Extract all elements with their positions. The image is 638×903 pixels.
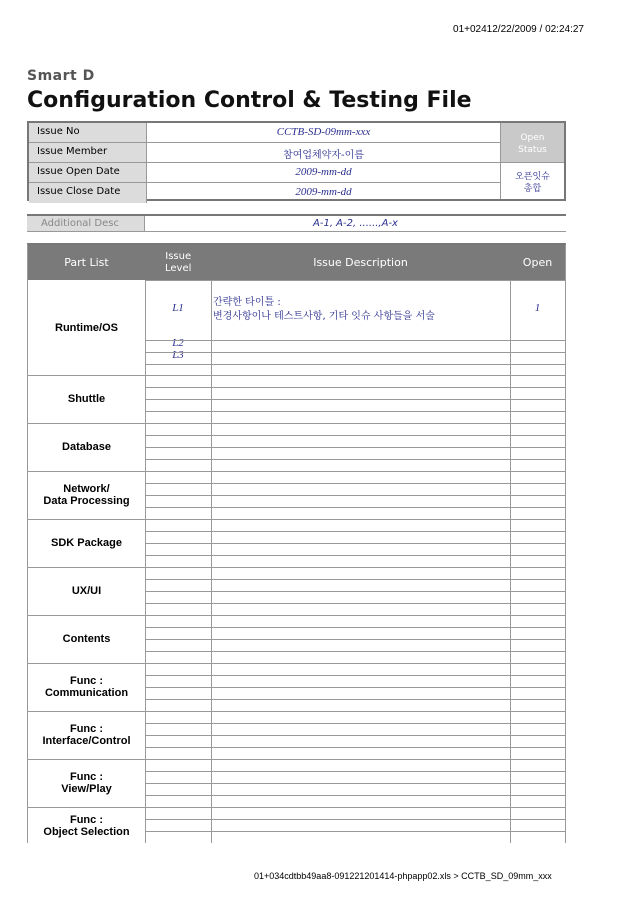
status-label: Status — [518, 145, 547, 155]
part-list-item — [28, 375, 145, 423]
row-divider — [145, 735, 565, 736]
row-divider — [145, 352, 565, 353]
part-list-item — [28, 615, 145, 663]
open-count-cell[interactable]: 1 — [534, 302, 541, 314]
row-divider — [145, 747, 565, 748]
level-header-text: Level — [165, 262, 192, 274]
issue-member-value[interactable]: 참여업체약자-이름 — [283, 150, 364, 161]
issue-header-text: Issue — [165, 250, 192, 262]
part-list-item — [28, 567, 145, 615]
row-divider — [145, 531, 565, 532]
issue-description-header: Issue Description — [313, 256, 408, 269]
row-divider — [145, 411, 565, 412]
part-list-item — [28, 471, 145, 519]
open-status-label: Open — [520, 133, 545, 143]
row-divider — [145, 711, 565, 712]
total-label: 총합 — [523, 184, 542, 194]
part-list-item — [28, 519, 145, 567]
part-list-item — [28, 711, 145, 759]
row-divider — [145, 675, 565, 676]
row-divider — [145, 615, 565, 616]
part-name: Func : — [69, 814, 103, 826]
issue-table — [27, 243, 566, 843]
row-divider — [145, 579, 565, 580]
row-divider — [145, 831, 565, 832]
part-name-line-2: Interface/Control — [42, 735, 131, 747]
additional-desc-row — [27, 214, 566, 232]
row-divider — [145, 555, 565, 556]
part-name-line-2: Communication — [44, 687, 129, 699]
part-name: SDK Package — [51, 537, 122, 549]
issue-level-header — [145, 245, 211, 280]
open-issue-label: 오픈잇슈 — [515, 172, 550, 182]
row-divider — [145, 639, 565, 640]
issue-header-table — [27, 121, 566, 201]
row-divider — [145, 663, 565, 664]
part-list-item — [28, 807, 145, 843]
row-divider — [145, 759, 565, 760]
row-divider — [145, 723, 565, 724]
row-divider — [145, 459, 565, 460]
row-divider — [145, 483, 565, 484]
part-name: Contents — [62, 633, 111, 645]
row-divider — [145, 471, 565, 472]
row-divider — [145, 819, 565, 820]
part-name-line-2: Object Selection — [43, 826, 130, 838]
open-status-value — [500, 163, 564, 199]
row-divider — [145, 627, 565, 628]
company-name: Smart D — [27, 68, 95, 84]
issue-level-cell[interactable]: L1 — [172, 302, 184, 314]
row-divider — [145, 507, 565, 508]
part-list-item — [28, 663, 145, 711]
open-header: Open — [522, 256, 553, 269]
row-divider — [145, 651, 565, 652]
print-timestamp: 01+02412/22/2009 / 02:24:27 — [453, 24, 584, 35]
issue-member-label: Issue Member — [29, 143, 147, 162]
row-divider — [145, 280, 565, 281]
part-name: Shuttle — [67, 393, 106, 405]
row-divider — [145, 519, 565, 520]
row-divider — [145, 435, 565, 436]
part-name: Runtime/OS — [55, 321, 118, 334]
additional-desc-label: Additional Desc — [27, 216, 145, 231]
part-name: UX/UI — [71, 585, 102, 597]
row-divider — [145, 567, 565, 568]
row-divider — [145, 387, 565, 388]
part-name: Func : — [70, 675, 103, 687]
row-divider — [145, 447, 565, 448]
row-divider — [145, 687, 565, 688]
row-divider — [145, 340, 565, 341]
table-header — [28, 245, 565, 280]
part-list-item — [28, 280, 145, 375]
row-divider — [145, 603, 565, 604]
part-list-item — [28, 423, 145, 471]
issue-description-cell[interactable] — [213, 296, 509, 324]
part-list-item — [28, 759, 145, 807]
additional-desc-value[interactable]: A-1, A-2, ......,A-x — [313, 218, 398, 229]
part-name: Func : — [70, 771, 103, 783]
row-divider — [145, 375, 565, 376]
row-divider — [145, 783, 565, 784]
part-name-line-2: Data Processing — [43, 495, 130, 507]
issue-open-date-label: Issue Open Date — [29, 163, 147, 182]
part-list-header: Part List — [64, 256, 109, 269]
issue-close-date-row — [29, 183, 500, 203]
issue-title-text: 간략한 타이틀 : — [213, 297, 281, 308]
issue-open-date-value[interactable]: 2009-mm-dd — [295, 166, 352, 178]
part-name-line-2: View/Play — [61, 783, 112, 795]
issue-member-row — [29, 143, 500, 163]
issue-no-label: Issue No — [29, 123, 147, 142]
document-title: Configuration Control & Testing File — [27, 88, 472, 113]
row-divider — [145, 591, 565, 592]
issue-level-cell[interactable]: L2 — [172, 337, 184, 349]
part-name: Func : — [69, 723, 103, 735]
issue-close-date-value[interactable]: 2009-mm-dd — [295, 186, 352, 198]
part-name: Network/ — [63, 483, 110, 495]
open-status-header — [500, 123, 564, 163]
row-divider — [145, 771, 565, 772]
row-divider — [145, 807, 565, 808]
file-path-footer: 01+034cdtbb49aa8-091221201414-phpapp02.xls > CCTB_SD_09mm_xxx — [254, 871, 552, 881]
row-divider — [145, 543, 565, 544]
row-divider — [145, 795, 565, 796]
issue-open-date-row — [29, 163, 500, 183]
row-divider — [145, 495, 565, 496]
issue-no-row — [29, 123, 500, 143]
row-divider — [145, 699, 565, 700]
row-divider — [145, 399, 565, 400]
issue-detail-text: 변경사항이나 테스트사항, 기타 잇슈 사항들을 서술 — [213, 311, 435, 322]
issue-close-date-label: Issue Close Date — [29, 183, 147, 203]
row-divider — [145, 423, 565, 424]
issue-level-cell[interactable]: L3 — [172, 349, 184, 361]
part-name: Database — [62, 441, 111, 453]
issue-no-value[interactable]: CCTB-SD-09mm-xxx — [276, 126, 371, 138]
row-divider — [145, 364, 565, 365]
